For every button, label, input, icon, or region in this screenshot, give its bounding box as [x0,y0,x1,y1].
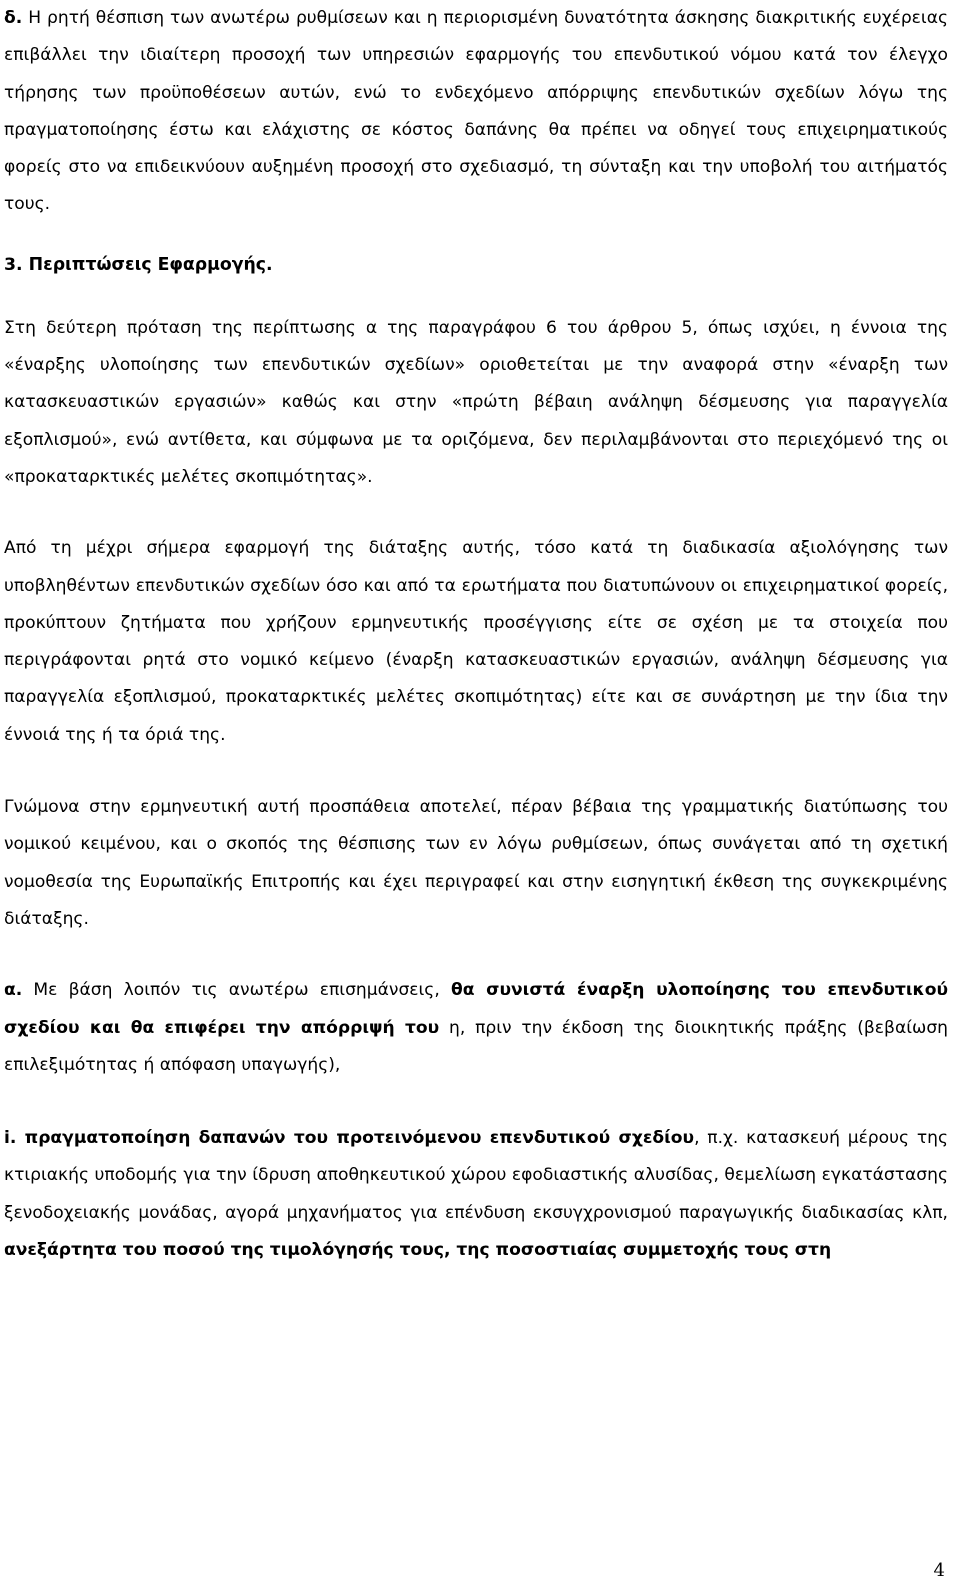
page-number: 4 [933,1560,945,1581]
paragraph-i [4,1120,948,1269]
paragraph-emphasis-end: ανεξάρτητα του ποσού της τιμολόγησής τους, της ποσοστιαίας συμμετοχής τους στη [4,1240,832,1261]
paragraph-3: Γνώμονα στην ερμηνευτική αυτή προσπάθεια αποτελεί, πέραν βέβαια της γραμματικής διατύπωσης του νομικού κειμένου, και ο σκοπός της θέσπισης των εν λόγω ρυθμίσεων, όπως συνάγεται από τη σχετική νομοθεσία της Ευρωπαϊκής Επιτροπής και έχει περιγραφεί και στην εισηγητική έκθεση της συγκεκριμένης διάταξης. [4,797,948,929]
paragraph-delta [4,0,948,224]
paragraph-alpha [4,972,948,1084]
paragraph-marker: α. [4,980,23,1001]
section-heading: 3. Περιπτώσεις Εφαρμογής. [4,254,273,275]
document-page [4,0,948,1269]
paragraph-2: Από τη μέχρι σήμερα εφαρμογή της διάταξης αυτής, τόσο κατά τη διαδικασία αξιολόγησης των υποβληθέντων επενδυτικών σχεδίων όσο και από τα ερωτήματα που διατυπώνουν οι επιχειρηματικοί φορείς, προκύπτουν ζητήματα που χρήζουν ερμηνευτικής προσέγγισης είτε σε σχέση με τα στοιχεία που περιγράφονται ρητά στο νομικό κείμενο (έναρξη κατασκευαστικών εργασιών, ανάληψη δέσμευσης για παραγγελία εξοπλισμού, προκαταρκτικές μελέτες σκοπιμότητας) είτε και σε συνάρτηση με την ίδια την έννοιά της ή τα όριά της. [4,538,948,745]
paragraph-text: , π.χ. κατασκευή μέρους της κτιριακής υποδομής για την ίδρυση αποθηκευτικού χώρου εφοδιαστικής αλυσίδας, θεμελίωση εγκατάστασης ξενοδοχειακής μονάδας, αγορά μηχανήματος για επένδυση εκσυγχρονισμού παραγωγικής διαδικασίας κλπ, [4,1128,948,1223]
paragraph-text: Η ρητή θέσπιση των ανωτέρω ρυθμίσεων και η περιορισμένη δυνατότητα άσκησης διακριτικής ευχέρειας επιβάλλει την ιδιαίτερη προσοχή των υπηρεσιών εφαρμογής του επενδυτικού νόμου κατά τον έλεγχο τήρησης των προϋποθέσεων αυτών, ενώ το ενδεχόμενο απόρριψης επενδυτικών σχεδίων λόγω της πραγματοποίησης έστω και ελάχιστης σε κόστος δαπάνης θα πρέπει να οδηγεί τους επιχειρηματικούς φορείς στο να επιδεικνύουν αυξημένη προσοχή στο σχεδιασμό, τη σύνταξη και την υποβολή του αιτήματός τους. [4,8,948,215]
paragraph-intro: Με βάση λοιπόν τις ανωτέρω επισημάνσεις, [22,980,451,1001]
paragraph-1: Στη δεύτερη πρόταση της περίπτωσης α της παραγράφου 6 του άρθρου 5, όπως ισχύει, η έννοια της «έναρξης υλοποίησης των επενδυτικών σχεδίων» οριοθετείται με την αναφορά στην «έναρξη των κατασκευαστικών εργασιών» καθώς και στην «πρώτη βέβαιη ανάληψη δέσμευσης για παραγγελία εξοπλισμού», ενώ αντίθετα, και σύμφωνα με τα οριζόμενα, δεν περιλαμβάνονται στο περιεχόμενό της οι «προκαταρκτικές μελέτες σκοπιμότητας». [4,317,948,487]
paragraph-emphasis: θα συνιστά έναρξη υλοποίησης του επενδυτικού σχεδίου και θα επιφέρει την απόρριψή του [4,980,948,1038]
paragraph-marker: δ. [4,8,23,28]
paragraph-text: η, πριν την έκδοση της διοικητικής πράξης (βεβαίωση επιλεξιμότητας ή απόφαση υπαγωγής), [4,1017,948,1075]
paragraph-emphasis-start: i. πραγματοποίηση δαπανών του προτεινόμενου επενδυτικού σχεδίου [4,1128,695,1149]
